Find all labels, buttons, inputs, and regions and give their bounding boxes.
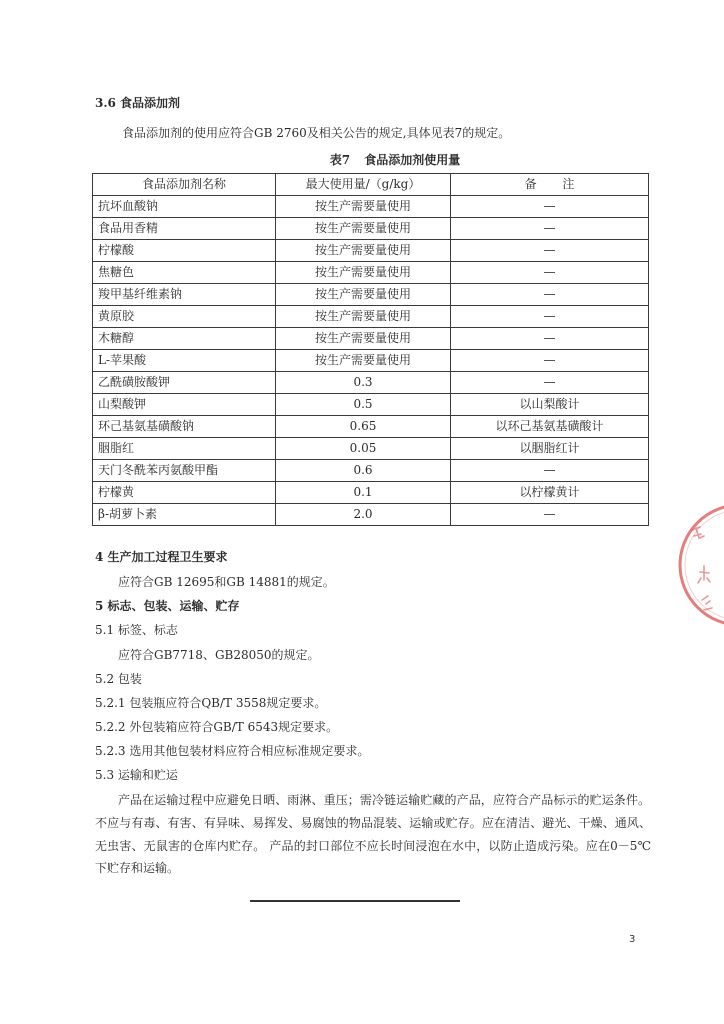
food-additive-table bbox=[92, 173, 649, 526]
table-row bbox=[93, 482, 649, 504]
additive-name-cell: 抗坏血酸钠 bbox=[93, 196, 276, 218]
section-4-heading: 4 生产加工过程卫生要求 bbox=[95, 550, 228, 564]
additive-name-cell: 天门冬酰苯丙氨酸甲酯 bbox=[93, 460, 276, 482]
section-5-3-line-3: 无虫害、无鼠害的仓库内贮存。 产品的封口部位不应长时间浸泡在水中，以防止造成污染。应在0－5℃ bbox=[95, 839, 651, 853]
max-usage-cell: 按生产需要量使用 bbox=[276, 328, 451, 350]
table-row bbox=[93, 504, 649, 526]
additive-name-cell: β-胡萝卜素 bbox=[93, 504, 276, 526]
section-4-text: 应符合GB 12695和GB 14881的规定。 bbox=[118, 575, 335, 589]
section-5-1-heading: 5.1 标签、标志 bbox=[95, 623, 178, 637]
section-5-2-3: 5.2.3 选用其他包装材料应符合相应标准规定要求。 bbox=[95, 744, 370, 758]
section-5-2-2: 5.2.2 外包装箱应符合GB/T 6543规定要求。 bbox=[95, 720, 339, 734]
remarks-cell: — bbox=[451, 306, 649, 328]
additive-name-cell: 环己基氨基磺酸钠 bbox=[93, 416, 276, 438]
additive-name-cell: L-苹果酸 bbox=[93, 350, 276, 372]
table-header-row bbox=[93, 174, 649, 196]
remarks-cell: — bbox=[451, 196, 649, 218]
max-usage-cell: 0.1 bbox=[276, 482, 451, 504]
remarks-cell: — bbox=[451, 350, 649, 372]
section-5-heading: 5 标志、包装、运输、贮存 bbox=[95, 599, 240, 613]
section-5-3-line-4: 下贮存和运输。 bbox=[95, 861, 180, 875]
additive-name-cell: 黄原胶 bbox=[93, 306, 276, 328]
max-usage-cell: 0.05 bbox=[276, 438, 451, 460]
end-rule bbox=[250, 900, 460, 902]
remarks-cell: — bbox=[451, 262, 649, 284]
max-usage-cell: 按生产需要量使用 bbox=[276, 306, 451, 328]
remarks-cell: — bbox=[451, 328, 649, 350]
header-max-usage: 最大使用量/（g/kg） bbox=[276, 174, 451, 196]
remarks-cell: — bbox=[451, 218, 649, 240]
remarks-cell: 以环己基氨基磺酸计 bbox=[451, 416, 649, 438]
additive-name-cell: 食品用香精 bbox=[93, 218, 276, 240]
table-row bbox=[93, 218, 649, 240]
additive-name-cell: 焦糖色 bbox=[93, 262, 276, 284]
table-row bbox=[93, 394, 649, 416]
additive-name-cell: 羧甲基纤维素钠 bbox=[93, 284, 276, 306]
max-usage-cell: 按生产需要量使用 bbox=[276, 262, 451, 284]
additive-name-cell: 柠檬黄 bbox=[93, 482, 276, 504]
remarks-cell: — bbox=[451, 372, 649, 394]
max-usage-cell: 0.65 bbox=[276, 416, 451, 438]
max-usage-cell: 0.6 bbox=[276, 460, 451, 482]
section-3-6-text: 食品添加剂的使用应符合GB 2760及相关公告的规定,具体见表7的规定。 bbox=[122, 126, 511, 140]
max-usage-cell: 2.0 bbox=[276, 504, 451, 526]
table-row bbox=[93, 416, 649, 438]
remarks-cell: — bbox=[451, 284, 649, 306]
additive-name-cell: 木糖醇 bbox=[93, 328, 276, 350]
table-7-caption: 表7 食品添加剂使用量 bbox=[329, 153, 461, 167]
additive-name-cell: 柠檬酸 bbox=[93, 240, 276, 262]
table-row bbox=[93, 372, 649, 394]
header-remarks: 备 注 bbox=[451, 174, 649, 196]
table-row bbox=[93, 240, 649, 262]
section-5-3-line-2: 不应与有毒、有害、有异味、易挥发、易腐蚀的物品混装、运输或贮存。应在清洁、避光、干燥、通风、 bbox=[95, 816, 651, 830]
remarks-cell: — bbox=[451, 240, 649, 262]
max-usage-cell: 按生产需要量使用 bbox=[276, 284, 451, 306]
section-5-3-line-1: 产品在运输过程中应避免日晒、雨淋、重压；需冷链运输贮藏的产品，应符合产品标示的贮运条件。 bbox=[118, 793, 650, 807]
table-row bbox=[93, 328, 649, 350]
remarks-cell: — bbox=[451, 504, 649, 526]
max-usage-cell: 按生产需要量使用 bbox=[276, 218, 451, 240]
section-5-1-text: 应符合GB7718、GB28050的规定。 bbox=[118, 648, 320, 662]
section-5-2-1: 5.2.1 包装瓶应符合QB/T 3558规定要求。 bbox=[95, 696, 327, 710]
max-usage-cell: 按生产需要量使用 bbox=[276, 240, 451, 262]
section-5-3-heading: 5.3 运输和贮运 bbox=[95, 768, 178, 782]
page-number: 3 bbox=[629, 934, 636, 945]
remarks-cell: — bbox=[451, 460, 649, 482]
table-row bbox=[93, 350, 649, 372]
table-row bbox=[93, 438, 649, 460]
remarks-cell: 以胭脂红计 bbox=[451, 438, 649, 460]
company-seal-icon bbox=[670, 500, 724, 630]
additive-name-cell: 胭脂红 bbox=[93, 438, 276, 460]
table-row bbox=[93, 284, 649, 306]
remarks-cell: 以山梨酸计 bbox=[451, 394, 649, 416]
table-row bbox=[93, 460, 649, 482]
table-row bbox=[93, 306, 649, 328]
section-3-6-heading: 3.6 食品添加剂 bbox=[95, 96, 181, 110]
remarks-cell: 以柠檬黄计 bbox=[451, 482, 649, 504]
header-additive-name: 食品添加剂名称 bbox=[93, 174, 276, 196]
table-row bbox=[93, 196, 649, 218]
table-row bbox=[93, 262, 649, 284]
additive-name-cell: 山梨酸钾 bbox=[93, 394, 276, 416]
max-usage-cell: 0.5 bbox=[276, 394, 451, 416]
max-usage-cell: 按生产需要量使用 bbox=[276, 196, 451, 218]
max-usage-cell: 0.3 bbox=[276, 372, 451, 394]
additive-name-cell: 乙酰磺胺酸钾 bbox=[93, 372, 276, 394]
section-5-2-heading: 5.2 包装 bbox=[95, 672, 142, 686]
max-usage-cell: 按生产需要量使用 bbox=[276, 350, 451, 372]
